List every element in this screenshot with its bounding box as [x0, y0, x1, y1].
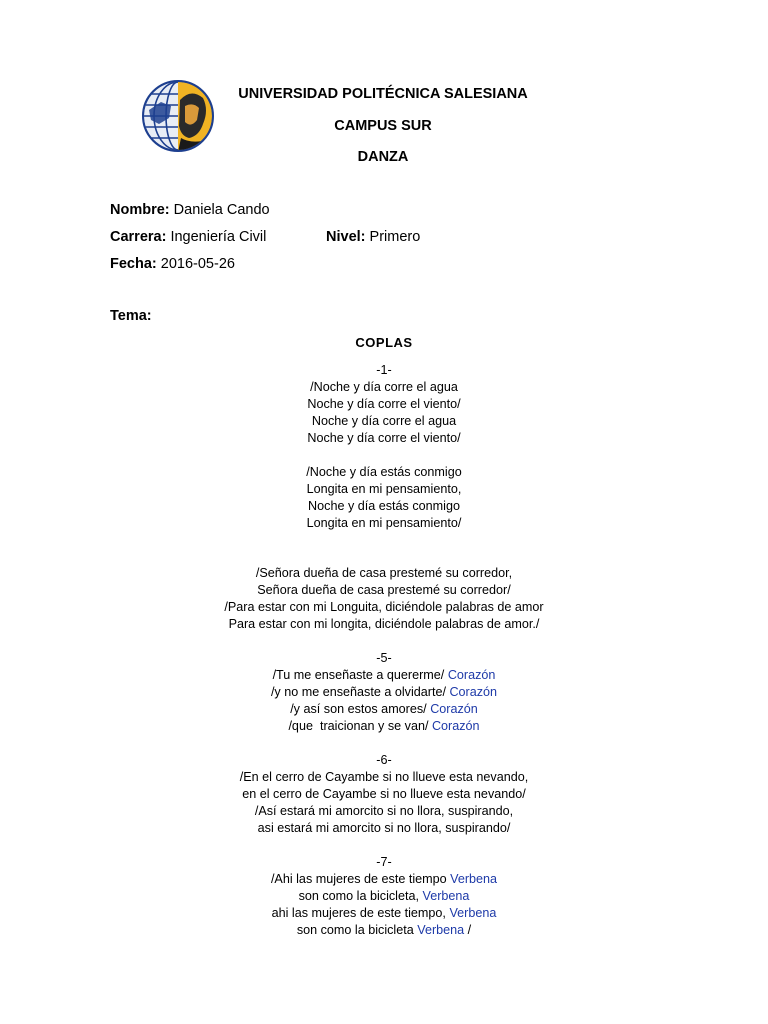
poem-line — [84, 515, 684, 532]
stanza-gap — [84, 532, 684, 565]
poem-line-tail: / — [464, 923, 472, 937]
poem-line-text: /En el cerro de Cayambe si no llueve esta nevando, — [239, 770, 529, 784]
poem-line — [84, 701, 684, 718]
poem-line — [84, 905, 684, 922]
poem-refrain: Verbena — [417, 923, 465, 937]
poem-refrain: Verbena — [450, 872, 498, 886]
poem-line-text: Noche y día corre el viento/ — [307, 397, 461, 411]
poem-line — [84, 396, 684, 413]
poem-line-text: -7- — [376, 855, 392, 869]
stanza-gap — [84, 837, 684, 854]
poem-line-text: son como la bicicleta — [296, 923, 418, 937]
poem-line-text: /y no me enseñaste a olvidarte/ — [270, 685, 450, 699]
poem-line — [84, 599, 684, 616]
poem-refrain: Corazón — [447, 668, 496, 682]
nombre-label: Nombre: — [110, 202, 170, 218]
poem-line — [84, 786, 684, 803]
poem-line — [84, 667, 684, 684]
nombre-value: Daniela Cando — [173, 202, 270, 218]
poem-line — [84, 871, 684, 888]
poem-line — [84, 413, 684, 430]
poem-line — [84, 854, 684, 871]
fecha-field — [110, 256, 235, 272]
poem-line — [84, 430, 684, 447]
poem-line-text: /Para estar con mi Longuita, diciéndole palabras de amor — [224, 600, 544, 614]
nivel-value: Primero — [369, 229, 421, 245]
poem-line-text: en el cerro de Cayambe si no llueve esta nevando/ — [242, 787, 526, 801]
tema-field — [110, 308, 152, 324]
carrera-label: Carrera: — [110, 229, 167, 245]
poem-title: COPLAS — [355, 335, 413, 350]
poem-line-text: -1- — [376, 363, 392, 377]
poem-line-text: Señora dueña de casa prestemé su corredor/ — [257, 583, 511, 597]
nombre-field — [110, 202, 270, 218]
stanza-gap — [84, 447, 684, 464]
carrera-field — [110, 229, 266, 245]
poem-line — [84, 803, 684, 820]
fecha-value: 2016-05-26 — [160, 256, 235, 272]
poem-line-text: /Noche y día corre el agua — [310, 380, 458, 394]
poem-line — [84, 582, 684, 599]
poem-line — [84, 481, 684, 498]
poem-line-text: son como la bicicleta, — [298, 889, 423, 903]
poem-line-text: Longita en mi pensamiento/ — [306, 516, 462, 530]
nivel-field — [326, 229, 420, 245]
poem-refrain: Verbena — [449, 906, 497, 920]
tema-label: Tema: — [110, 308, 152, 324]
poem-line-text: /Así estará mi amorcito si no llora, suspirando, — [254, 804, 514, 818]
poem-refrain: Corazón — [449, 685, 498, 699]
poem-line-text: -6- — [376, 753, 392, 767]
poem-refrain: Corazón — [430, 702, 478, 716]
poem-line-text: /que traicionan y se van/ — [288, 719, 432, 733]
nivel-label: Nivel: — [326, 229, 366, 245]
poem-line-text: /Ahi las mujeres de este tiempo — [270, 872, 451, 886]
poem-line-text: -5- — [376, 651, 392, 665]
poem-line — [84, 752, 684, 769]
poem-line-text: Longita en mi pensamiento, — [306, 482, 462, 496]
poem-line-text: Noche y día estás conmigo — [308, 499, 460, 513]
poem-line-text: Noche y día corre el viento/ — [307, 431, 461, 445]
stanza-gap — [84, 735, 684, 752]
poem-line-text: Noche y día corre el agua — [311, 414, 457, 428]
poem-line — [84, 379, 684, 396]
poem-line — [84, 498, 684, 515]
poem-line — [84, 362, 684, 379]
poem-line — [84, 565, 684, 582]
poem-line — [84, 650, 684, 667]
poem-line — [84, 769, 684, 786]
carrera-value: Ingeniería Civil — [170, 229, 267, 245]
poem-line-text: /Noche y día estás conmigo — [306, 465, 462, 479]
poem-line-text: /y así son estos amores/ — [290, 702, 431, 716]
poem-line-text: /Tu me enseñaste a quererme/ — [272, 668, 448, 682]
poem-line-text: /Señora dueña de casa prestemé su corredor, — [255, 566, 513, 580]
poem-refrain: Corazón — [431, 719, 480, 733]
poem-line — [84, 616, 684, 633]
stanza-gap — [84, 633, 684, 650]
poem-line — [84, 464, 684, 481]
subject-name: DANZA — [357, 149, 409, 165]
poem-line-text: asi estará mi amorcito si no llora, suspirando/ — [257, 821, 511, 835]
poem-line — [84, 820, 684, 837]
poem-line — [84, 888, 684, 905]
poem-line — [84, 684, 684, 701]
campus-name: CAMPUS SUR — [334, 118, 432, 134]
poem-line — [84, 718, 684, 735]
poem-line-text: ahi las mujeres de este tiempo, — [271, 906, 450, 920]
poem-body — [84, 362, 684, 939]
poem-refrain: Verbena — [422, 889, 470, 903]
fecha-label: Fecha: — [110, 256, 157, 272]
university-name: UNIVERSIDAD POLITÉCNICA SALESIANA — [238, 86, 528, 102]
poem-line-text: Para estar con mi longita, diciéndole palabras de amor./ — [228, 617, 540, 631]
poem-line — [84, 922, 684, 939]
